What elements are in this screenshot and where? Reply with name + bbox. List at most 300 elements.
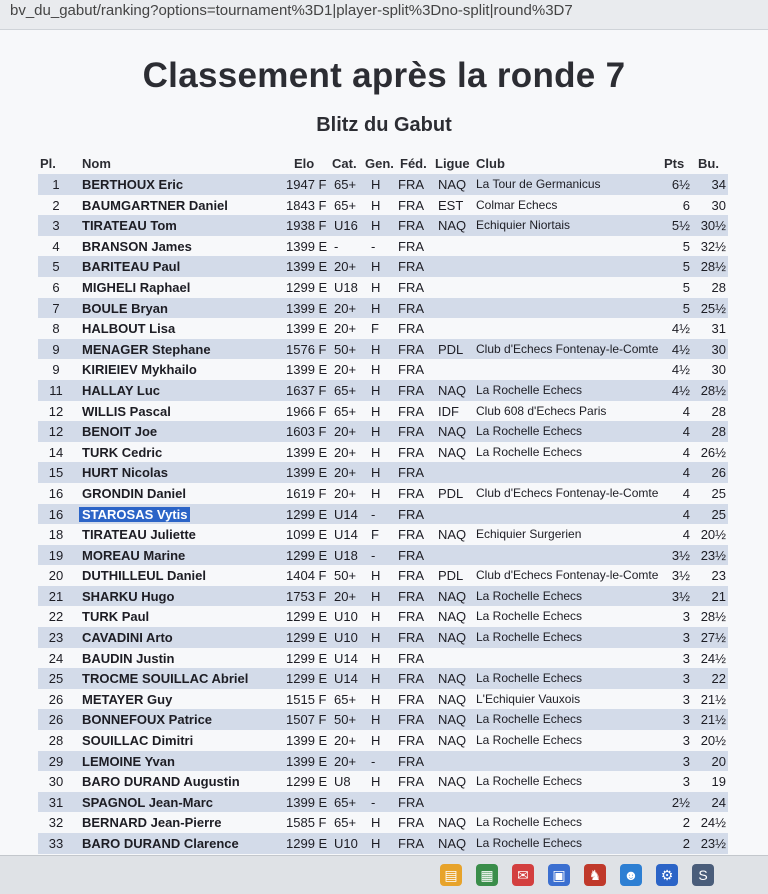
cell-ligue: NAQ [438,712,467,728]
cell-gen: H [371,568,381,584]
cell-bu: 23½ [700,836,726,851]
cell-gen: H [371,630,381,646]
cell-gen: H [371,424,381,440]
cell-gen: H [371,609,381,625]
cell-nom[interactable]: BERTHOUX Eric [82,177,184,192]
cell-fed: FRA [398,547,424,563]
cell-fed: FRA [398,630,424,646]
cell-gen: H [371,836,381,851]
cell-elo: 1753 F [286,588,327,604]
cell-fed: FRA [398,506,424,522]
cell-gen: H [371,341,381,357]
cell-nom[interactable]: CAVADINI Arto [82,630,173,646]
cell-fed: FRA [398,712,424,728]
table-row[interactable] [38,545,728,566]
cell-club: L'Echiquier Vauxois [476,691,581,706]
cell-nom[interactable]: BENOIT Joe [82,424,158,440]
cell-ligue: NAQ [438,382,467,398]
header-pts: Pts [664,156,685,171]
cell-pl: 5 [52,259,60,275]
table-row[interactable] [38,195,728,216]
cell-ligue: NAQ [438,815,467,831]
window-icon[interactable]: ▣ [548,864,570,886]
cell-cat: U18 [334,279,358,295]
cell-pl: 15 [48,465,64,481]
cell-cat: 20+ [334,733,357,749]
cell-nom[interactable]: BONNEFOUX Patrice [82,712,213,728]
cell-elo: 1399 E [286,321,328,337]
cell-pl: 1 [52,177,60,192]
table-row[interactable] [38,277,728,298]
cell-fed: FRA [398,691,424,707]
cell-bu: 23 [711,568,726,584]
cell-pl: 12 [48,403,64,419]
header-fed: Féd. [400,156,427,171]
cell-nom[interactable]: MOREAU Marine [82,547,186,563]
cell-elo: 1619 F [286,485,327,501]
cell-cat: 65+ [334,403,357,419]
cell-pts: 3 [682,733,690,749]
cell-pl: 29 [48,753,64,769]
cell-club: La Rochelle Echecs [476,733,583,748]
cell-club: La Rochelle Echecs [476,836,583,850]
cell-elo: 1399 E [286,753,328,769]
cell-nom[interactable]: SHARKU Hugo [82,588,175,604]
cell-nom[interactable]: BRANSON James [82,238,192,254]
cell-pts: 6½ [671,177,690,192]
cell-pts: 3½ [671,568,690,584]
table-row[interactable] [38,215,728,236]
cell-elo: 1399 E [286,362,328,378]
cell-cat: 65+ [334,382,357,398]
cell-ligue: PDL [438,568,464,584]
cell-cat: U8 [334,774,351,790]
cell-nom[interactable]: TIRATEAU Tom [82,218,177,234]
cell-elo: 1299 E [286,506,328,522]
cell-fed: FRA [398,609,424,625]
cell-fed: FRA [398,568,424,584]
cell-pl: 6 [52,279,60,295]
cell-pts: 3 [682,609,690,625]
cell-club: La Rochelle Echecs [476,609,583,624]
cell-nom[interactable]: SOUILLAC Dimitri [82,733,194,749]
cell-nom[interactable]: GRONDIN Daniel [82,485,187,501]
cell-elo: 1399 E [286,733,328,749]
settings-icon[interactable]: ⚙ [656,864,678,886]
cell-pts: 4½ [671,341,690,357]
cell-ligue: PDL [438,341,464,357]
cell-fed: FRA [398,382,424,398]
table-row[interactable] [38,751,728,772]
cell-club: La Rochelle Echecs [476,671,583,686]
cell-nom[interactable]: LEMOINE Yvan [82,753,175,769]
cell-pts: 4 [682,506,690,522]
cell-bu: 27½ [700,630,726,646]
cell-cat: 65+ [334,691,357,707]
cell-cat: 20+ [334,259,357,275]
cell-fed: FRA [398,403,424,419]
cell-cat: 50+ [334,341,357,357]
cell-cat: 65+ [334,177,357,192]
table-row[interactable] [38,812,728,833]
cell-pts: 4 [682,465,690,481]
cell-pl: 8 [52,321,60,337]
cell-club: La Rochelle Echecs [476,424,583,439]
header-gen: Gen. [365,156,394,171]
cell-nom[interactable]: SPAGNOL Jean-Marc [82,794,214,810]
cell-cat: 65+ [334,197,357,213]
cell-gen: - [371,753,376,769]
cell-pts: 3 [682,753,690,769]
cell-pl: 16 [48,506,64,522]
cell-elo: 1099 E [286,527,328,543]
cell-club: Echiquier Niortais [476,218,571,233]
cell-pts: 4½ [671,362,690,378]
cell-nom[interactable]: WILLIS Pascal [82,403,171,419]
cell-fed: FRA [398,300,424,316]
mail-icon[interactable]: ✉ [512,864,534,886]
cell-pts: 4 [682,424,690,440]
table-row[interactable] [38,483,728,504]
table-row[interactable] [38,380,728,401]
cell-cat: 50+ [334,712,357,728]
taskbar [0,855,768,894]
cell-pts: 5½ [671,218,690,234]
cell-nom[interactable]: METAYER Guy [82,691,173,707]
table-row[interactable] [38,668,728,689]
cell-ligue: PDL [438,485,464,501]
cell-pl: 3 [52,218,60,234]
table-row[interactable] [38,648,728,669]
cell-elo: 1299 E [286,279,328,295]
cell-fed: FRA [398,218,424,234]
cell-pl: 26 [48,712,64,728]
cell-ligue: IDF [438,403,459,419]
cell-gen: - [371,547,376,563]
cell-ligue: NAQ [438,671,467,687]
cell-fed: FRA [398,321,424,337]
cell-club: La Rochelle Echecs [476,630,583,645]
cell-ligue: NAQ [438,588,467,604]
cell-pts: 3 [682,691,690,707]
cell-pts: 4 [682,403,690,419]
cell-pl: 23 [48,630,64,646]
cell-elo: 1399 E [286,238,328,254]
cell-elo: 1947 F [286,177,327,192]
cell-pl: 7 [52,300,60,316]
cell-nom[interactable]: BERNARD Jean-Pierre [82,815,222,831]
cell-pts: 4½ [671,382,690,398]
cell-bu: 30 [711,362,726,378]
cell-bu: 24½ [700,815,726,831]
cell-fed: FRA [398,794,424,810]
cell-ligue: NAQ [438,609,467,625]
table-row[interactable] [38,442,728,463]
cell-ligue: NAQ [438,774,467,790]
cell-bu: 30 [711,341,726,357]
table-row[interactable] [38,709,728,730]
cell-pl: 9 [52,341,60,357]
cell-nom[interactable]: HALLAY Luc [82,382,161,398]
cell-nom[interactable]: BAUMGARTNER Daniel [82,197,228,213]
cell-nom[interactable]: STAROSAS Vytis [79,507,190,522]
cell-ligue: NAQ [438,691,467,707]
header-elo: Elo [294,156,315,171]
cell-fed: FRA [398,259,424,275]
file-explorer-icon[interactable]: ▤ [440,864,462,886]
cell-bu: 28½ [700,609,726,625]
cell-cat: 20+ [334,465,357,481]
cell-pts: 3 [682,712,690,728]
document-icon[interactable]: S [692,864,714,886]
cell-nom[interactable]: KIRIEIEV Mykhailo [82,362,197,378]
table-row[interactable] [38,421,728,442]
cell-club: La Rochelle Echecs [476,382,583,397]
cell-cat: 20+ [334,444,357,460]
cell-ligue: EST [438,197,464,213]
table-row[interactable] [38,627,728,648]
cell-gen: - [371,506,376,522]
cell-gen: H [371,300,381,316]
cell-gen: H [371,382,381,398]
cell-cat: U16 [334,218,358,234]
cell-nom[interactable]: BARO DURAND Clarence [82,836,239,851]
cell-fed: FRA [398,527,424,543]
cell-bu: 22 [711,671,726,687]
cell-fed: FRA [398,424,424,440]
table-row[interactable] [38,586,728,607]
cell-elo: 1299 E [286,836,328,851]
cell-elo: 1843 F [286,197,327,213]
cell-pl: 30 [48,774,64,790]
cell-pl: 32 [48,815,64,831]
table-row[interactable] [38,174,728,195]
table-row[interactable] [38,833,728,854]
cell-bu: 19 [711,774,726,790]
cell-bu: 34 [711,177,726,192]
cell-gen: H [371,177,381,192]
cell-ligue: NAQ [438,218,467,234]
cell-nom[interactable]: BAUDIN Justin [82,650,175,666]
cell-gen: H [371,465,381,481]
cell-gen: H [371,485,381,501]
cell-club: Club d'Echecs Fontenay-le-Comte [476,568,659,583]
cell-nom[interactable]: TURK Cedric [82,444,163,460]
chess-icon[interactable]: ♞ [584,864,606,886]
cell-nom[interactable]: BOULE Bryan [82,300,168,316]
table-row[interactable] [38,524,728,545]
table-header [38,152,728,174]
cell-nom[interactable]: BARITEAU Paul [82,259,181,275]
cell-pts: 2 [682,815,690,831]
cell-pl: 20 [48,568,64,584]
cell-pl: 21 [48,588,64,604]
cell-fed: FRA [398,279,424,295]
cell-gen: H [371,733,381,749]
cell-pts: 3½ [671,588,690,604]
cell-pl: 4 [52,238,60,254]
cell-elo: 1299 E [286,650,328,666]
cell-bu: 23½ [700,547,726,563]
cell-cat: U14 [334,506,358,522]
address-bar[interactable] [0,0,768,30]
cell-elo: 1299 E [286,547,328,563]
cell-bu: 28½ [700,259,726,275]
table-row[interactable] [38,689,728,710]
cell-pts: 2 [682,836,690,851]
cell-fed: FRA [398,815,424,831]
cell-bu: 28 [711,279,726,295]
cell-cat: 50+ [334,568,357,584]
cell-bu: 30½ [700,218,726,234]
cell-pts: 6 [682,197,690,213]
cell-pl: 22 [48,609,64,625]
cell-fed: FRA [398,753,424,769]
cell-pts: 5 [682,238,690,254]
calendar-icon[interactable]: ▦ [476,864,498,886]
cell-bu: 21 [711,588,726,604]
table-row[interactable] [38,236,728,257]
header-pl: Pl. [40,156,56,171]
table-row[interactable] [38,339,728,360]
cell-cat: U18 [334,547,358,563]
header-ligue: Ligue [435,156,470,171]
cell-cat: 20+ [334,362,357,378]
cell-elo: 1637 F [286,382,327,398]
cell-elo: 1966 F [286,403,327,419]
cell-fed: FRA [398,588,424,604]
cell-bu: 20½ [700,733,726,749]
cell-club: La Tour de Germanicus [476,177,601,191]
cell-nom[interactable]: HURT Nicolas [82,465,168,481]
cell-gen: H [371,671,381,687]
cell-bu: 24 [711,794,726,810]
cell-club: Club 608 d'Echecs Paris [476,403,607,418]
table-row[interactable] [38,462,728,483]
cell-pts: 5 [682,300,690,316]
cell-bu: 21½ [700,712,726,728]
cell-pl: 28 [48,733,64,749]
table-row[interactable] [38,730,728,751]
cell-pts: 3½ [671,547,690,563]
cell-gen: H [371,691,381,707]
table-row[interactable] [38,504,728,525]
table-row[interactable] [38,792,728,813]
cell-pts: 3 [682,774,690,790]
cell-elo: 1299 E [286,630,328,646]
cell-ligue: NAQ [438,527,467,543]
cell-bu: 20 [711,753,726,769]
cell-gen: H [371,588,381,604]
table-row[interactable] [38,256,728,277]
cell-cat: 20+ [334,485,357,501]
cell-cat: U10 [334,836,358,851]
cell-club: La Rochelle Echecs [476,774,583,789]
cell-fed: FRA [398,177,424,192]
cell-elo: 1938 F [286,218,327,234]
cell-cat: U14 [334,650,358,666]
cell-bu: 25½ [700,300,726,316]
cell-nom[interactable]: MENAGER Stephane [82,341,211,357]
cell-club: Echiquier Surgerien [476,527,582,542]
cell-pl: 2 [52,197,60,213]
cell-nom[interactable]: BARO DURAND Augustin [82,774,240,790]
cell-fed: FRA [398,774,424,790]
cell-pts: 2½ [671,794,690,810]
cell-pl: 11 [49,382,63,398]
cell-club: La Rochelle Echecs [476,444,583,459]
cell-pl: 19 [48,547,64,563]
cell-gen: H [371,712,381,728]
table-row[interactable] [38,565,728,586]
table-row[interactable] [38,318,728,339]
table-row[interactable] [38,359,728,380]
cell-pl: 33 [48,836,64,851]
cell-elo: 1399 E [286,465,328,481]
cell-gen: F [371,321,379,337]
cell-club: La Rochelle Echecs [476,815,583,830]
cell-elo: 1399 E [286,300,328,316]
cell-nom[interactable]: MIGHELI Raphael [82,279,191,295]
cell-fed: FRA [398,238,424,254]
header-cat: Cat. [332,156,357,171]
page-title: Classement après la ronde 7 [142,56,626,95]
cell-gen: H [371,774,381,790]
tournament-name: Blitz du Gabut [316,114,452,136]
cell-nom[interactable]: TIRATEAU Juliette [82,527,196,543]
cell-pl: 9 [52,362,60,378]
cell-bu: 28 [711,424,726,440]
cell-club: La Rochelle Echecs [476,588,583,603]
cell-bu: 26 [711,465,726,481]
table-row[interactable] [38,401,728,422]
cell-nom[interactable]: DUTHILLEUL Daniel [82,568,206,584]
cell-gen: H [371,403,381,419]
people-icon[interactable]: ☻ [620,864,642,886]
table-row[interactable] [38,771,728,792]
cell-cat: 20+ [334,321,357,337]
table-row[interactable] [38,298,728,319]
cell-pl: 14 [48,444,64,460]
cell-nom[interactable]: TROCME SOUILLAC Abriel [82,671,249,687]
cell-cat: 20+ [334,588,357,604]
cell-cat: U10 [334,630,358,646]
cell-club: Colmar Echecs [476,197,558,212]
cell-pts: 4 [682,444,690,460]
cell-pts: 5 [682,279,690,295]
cell-gen: H [371,815,381,831]
cell-elo: 1399 E [286,259,328,275]
cell-nom[interactable]: HALBOUT Lisa [82,321,176,337]
cell-ligue: NAQ [438,836,467,851]
cell-bu: 28½ [700,382,726,398]
cell-bu: 30 [711,197,726,213]
cell-bu: 24½ [700,650,726,666]
cell-gen: - [371,238,376,254]
cell-nom[interactable]: TURK Paul [82,609,150,625]
table-row[interactable] [38,606,728,627]
cell-cat: 20+ [334,424,357,440]
cell-bu: 28 [711,403,726,419]
header-bu: Bu. [698,156,719,171]
cell-gen: F [371,527,379,543]
cell-gen: H [371,362,381,378]
cell-cat: U10 [334,609,358,625]
cell-cat: 65+ [334,815,357,831]
cell-ligue: NAQ [438,733,467,749]
cell-pl: 25 [48,671,64,687]
cell-elo: 1299 E [286,609,328,625]
